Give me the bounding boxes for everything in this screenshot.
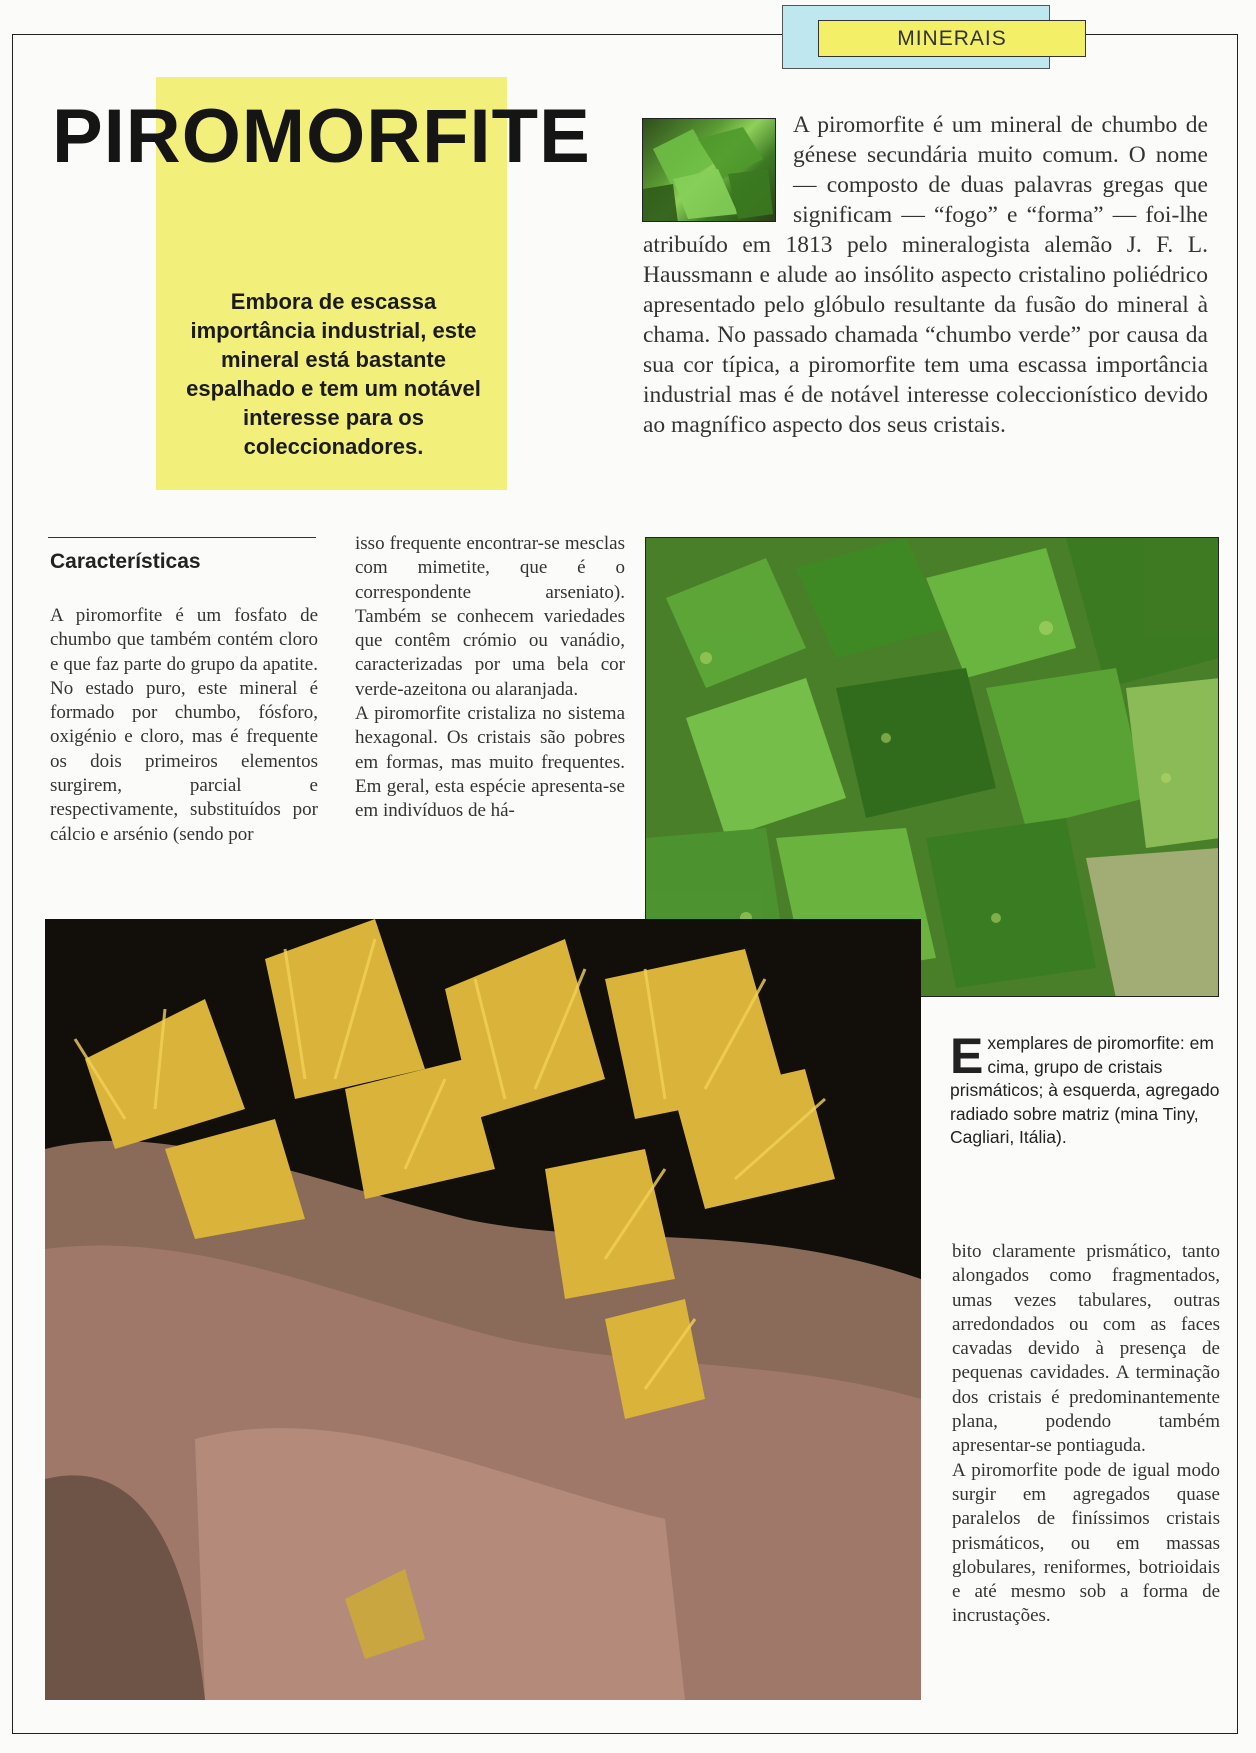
photo-caption (950, 1028, 1220, 1150)
body-column-3 (952, 1240, 1220, 1629)
body-col2-para2: A piromorfite cristaliza no sistema hexagonal. Os cristais são pobres em formas, mas muito frequentes. Em geral, esta espécie apresenta-se em indivíduos de há- (355, 703, 625, 822)
section-tab-label: MINERAIS (897, 26, 1007, 50)
yellow-crystals-art (45, 919, 921, 1700)
article-title: PIROMORFITE (52, 94, 591, 179)
lead-paragraph-text: A piromorfite é um mineral de chumbo de génese secundária muito comum. O nome — composto de duas palavras gregas que significam — “fogo” e “forma” — foi-lhe atribuído em 1813 pelo mineralogista alemão J. F. L. Haussmann e alude ao insólito aspecto cristalino poliédrico apresentado pelo glóbulo resultante da fusão do mineral à chama. No passado chamada “chumbo verde” por causa da sua cor típica, a piromorfite tem uma escassa importância industrial mas é de notável interesse coleccionístico devido ao magnífico aspecto dos seus cristais. (643, 112, 1208, 438)
body-col2-para1: isso frequente encontrar-se mesclas com mimetite, que é o correspondente arseniato). Também se conhecem variedades que contêm crómio ou vanádio, caracterizadas por uma bela cor verde-azeitona ou alaranjada. (355, 533, 625, 700)
yellow-pyromorphite-photo (45, 919, 921, 1700)
lead-thumb-spacer (643, 110, 793, 222)
section-tab (818, 20, 1086, 57)
caption-text: xemplares de piromorfite: em cima, grupo de cristais prismáticos; à esquerda, agregado radiado sobre matriz (mina Tiny, Cagliari, Itália). (950, 1033, 1220, 1147)
caption-dropcap: E (950, 1028, 984, 1084)
section-rule (48, 537, 316, 538)
section-heading: Características (50, 550, 201, 573)
intro-blurb: Embora de escassa importância industrial, este mineral está bastante espalhado e tem um notável interesse para os coleccionadores. (186, 289, 481, 459)
body-column-2 (355, 532, 625, 824)
lead-paragraph (643, 110, 1208, 440)
body-column-1 (50, 604, 318, 847)
body-col1-text: A piromorfite é um fosfato de chumbo que também contém cloro e que faz parte do grupo da apatite. No estado puro, este mineral é formado por chumbo, fósforo, oxigénio e cloro, mas é frequente os dois primeiros elementos surgirem, parcial e respectivamente, substituídos por cálcio e arsénio (sendo por (50, 605, 318, 845)
body-col3-para2: A piromorfite pode de igual modo surgir em agregados quase paralelos de finíssimos cristais prismáticos, ou em massas globulares, reniformes, botrioidais e até mesmo sob a forma de incrustações. (952, 1459, 1220, 1627)
body-col3-para1: bito claramente prismático, tanto alongados como fragmentados, umas vezes tabulares, outras arredondados ou com as faces cavadas devido à presença de pequenas cavidades. A terminação dos cristais é predominantemente plana, podendo também apresentar-se pontiaguda. (952, 1241, 1220, 1457)
